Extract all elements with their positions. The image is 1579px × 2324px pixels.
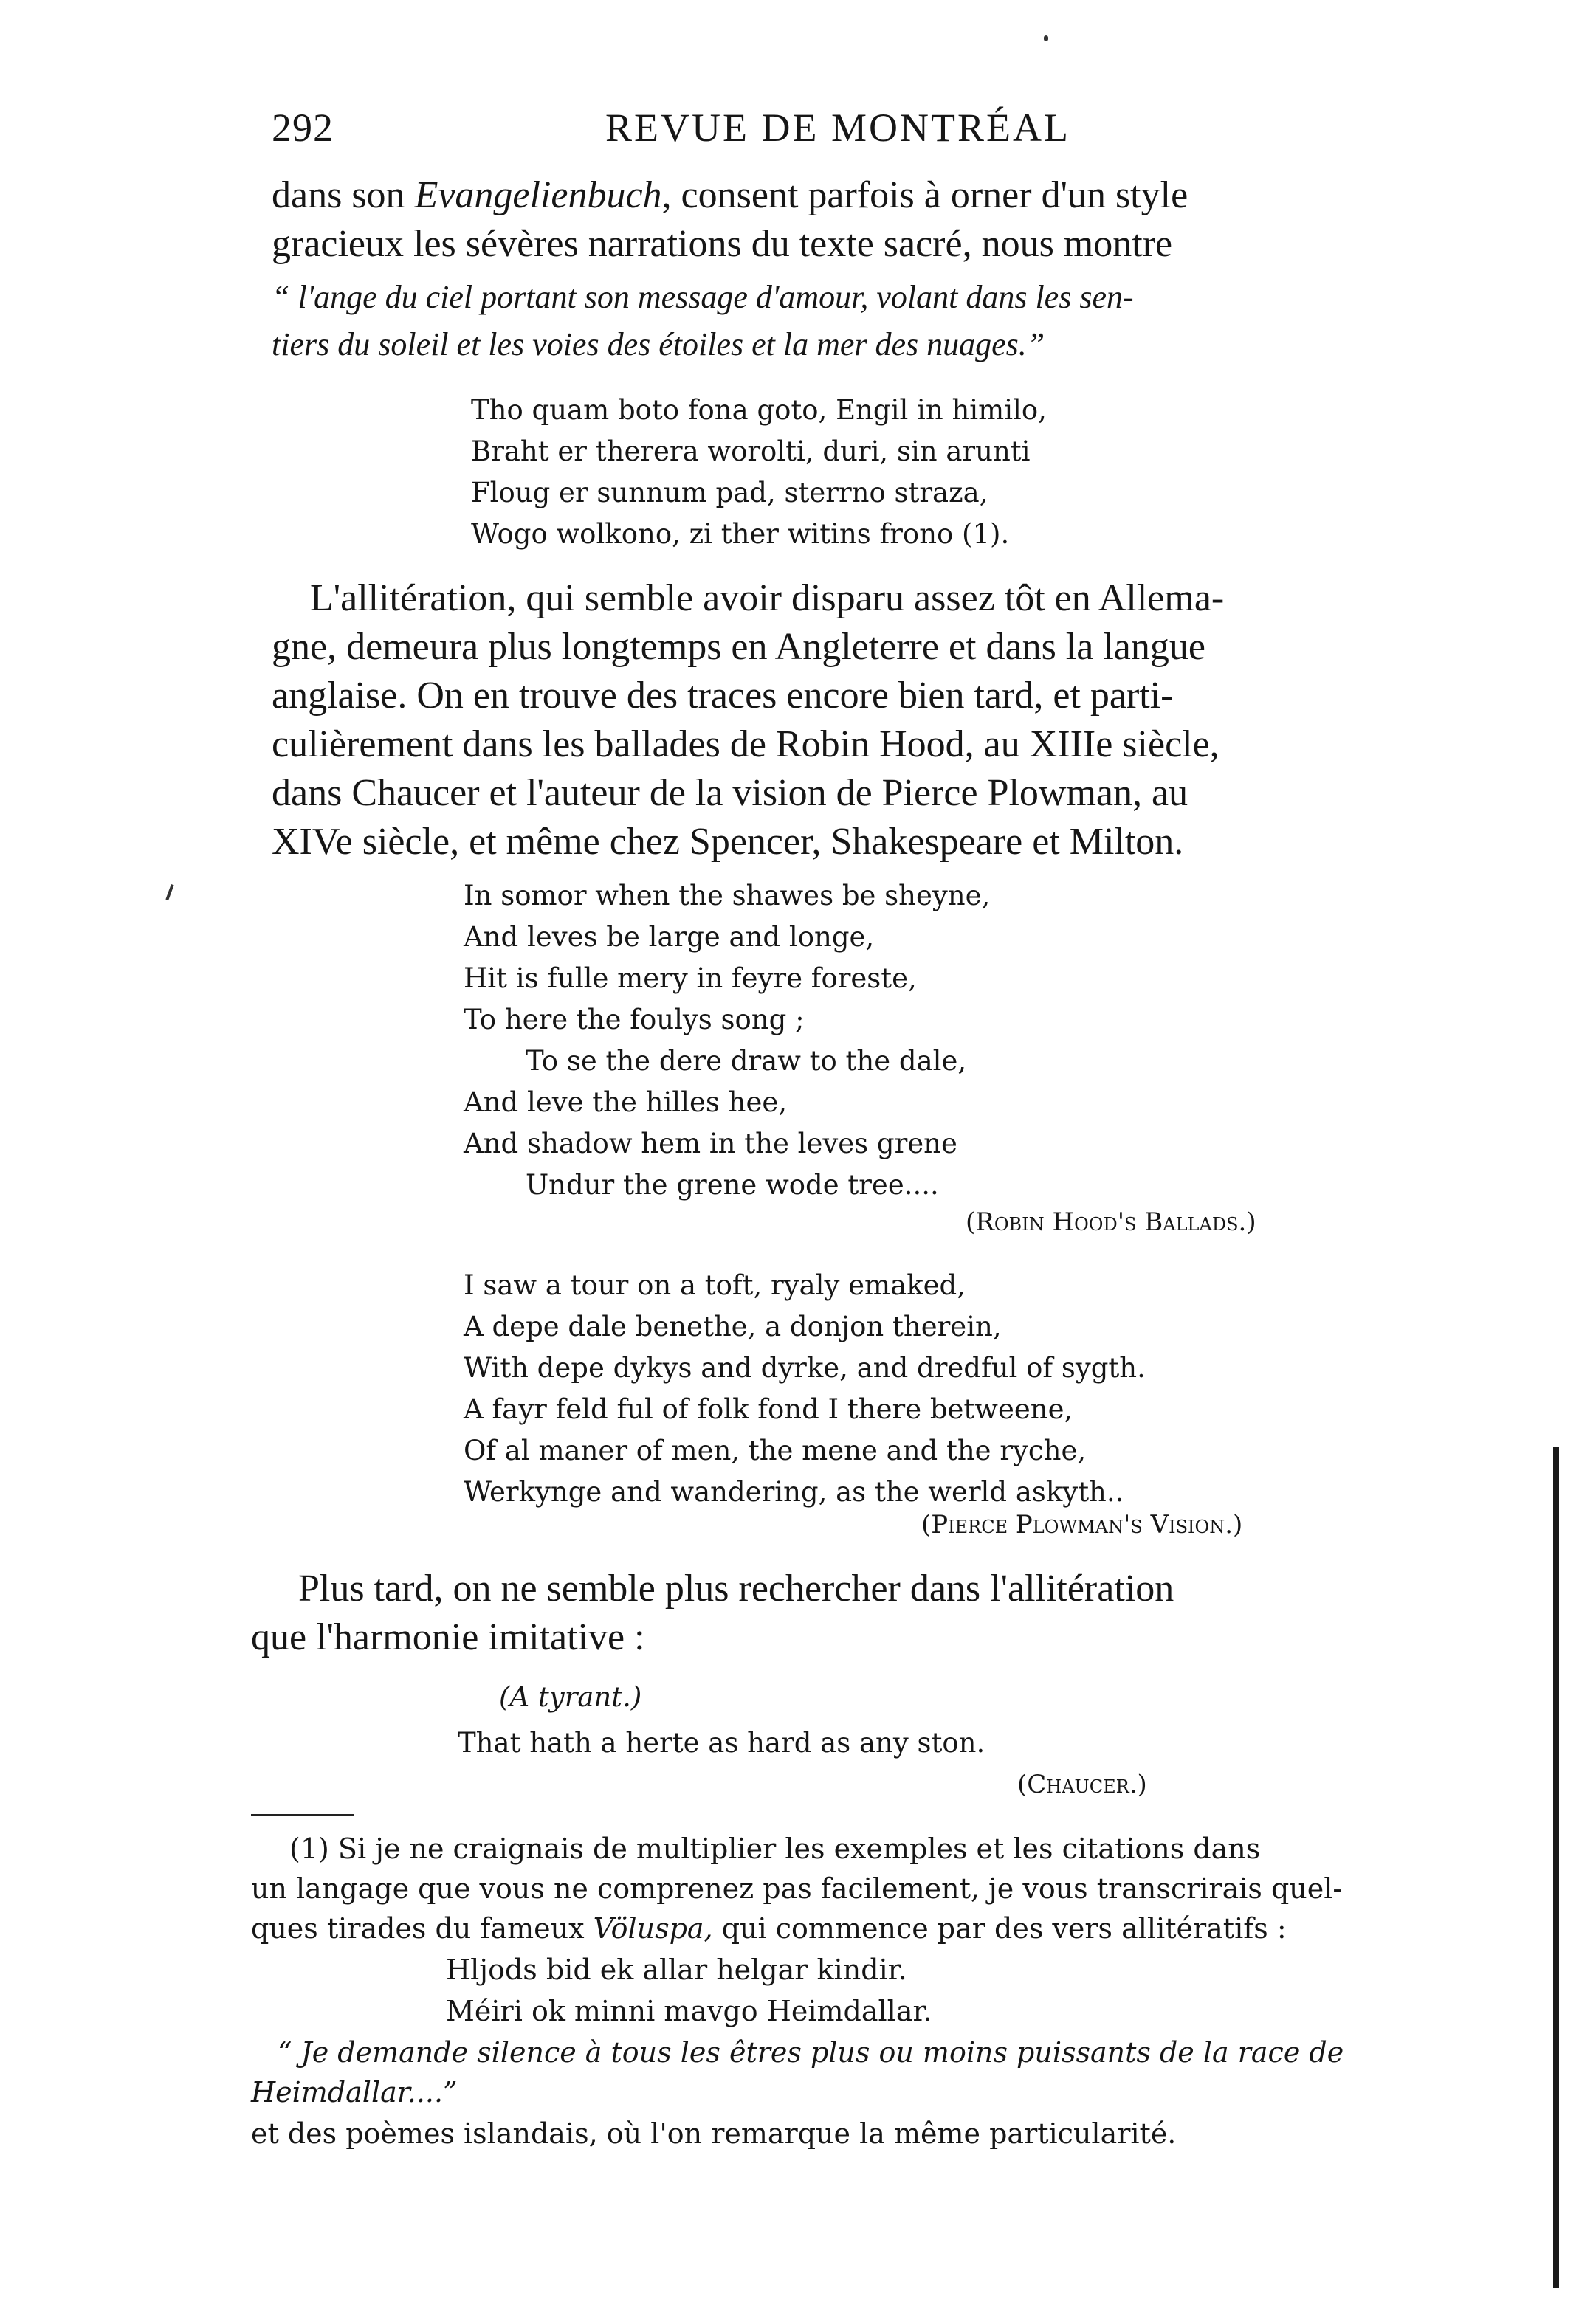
verse2-line: Hit is fulle mery in feyre foreste, bbox=[464, 962, 917, 994]
verse1-line: Wogo wolkono, zi ther witins frono (1). bbox=[471, 518, 1010, 550]
page-number: 292 bbox=[272, 106, 334, 150]
footnote-rule bbox=[251, 1814, 354, 1816]
footnote-line bbox=[251, 1908, 1287, 1948]
para3-line: que l'harmonie imitative : bbox=[251, 1616, 645, 1658]
verse2-line: And leves be large and longe, bbox=[464, 921, 875, 953]
running-title: REVUE DE MONTRÉAL bbox=[605, 106, 1070, 150]
para2-line: gne, demeura plus longtemps en Angleterre et dans la langue bbox=[272, 626, 1205, 668]
footnote-translation: “ Je demande silence à tous les êtres plus ou moins puissants de la race de bbox=[278, 2036, 1344, 2069]
verse1-line: Braht er therera worolti, duri, sin arunti bbox=[471, 435, 1031, 467]
para2-line: L'allitération, qui semble avoir disparu assez tôt en Allema- bbox=[310, 577, 1225, 619]
footnote-text: qui commence par des vers allitératifs : bbox=[712, 1912, 1287, 1945]
footnote-text: ques tirades du fameux bbox=[251, 1912, 594, 1945]
margin-mark bbox=[165, 884, 173, 900]
verse3-line: I saw a tour on a toft, ryaly emaked, bbox=[464, 1269, 966, 1301]
para2-line: dans Chaucer et l'auteur de la vision de Pierce Plowman, au bbox=[272, 772, 1188, 814]
quote-lead: (A tyrant.) bbox=[499, 1681, 642, 1713]
scan-speck bbox=[1044, 35, 1048, 41]
verse1-line: Floug er sunnum pad, sterrno straza, bbox=[471, 477, 988, 508]
verse3-line: Of al maner of men, the mene and the ryche, bbox=[464, 1435, 1087, 1466]
verse3-credit: (Pierce Plowman's Vision.) bbox=[921, 1510, 1243, 1539]
verse2-line: Undur the grene wode tree.... bbox=[526, 1169, 939, 1201]
para1-line3: “ l'ange du ciel portant son message d'amour, volant dans les sen- bbox=[272, 279, 1134, 315]
para2-line: XIVe siècle, et même chez Spencer, Shakespeare et Milton. bbox=[272, 821, 1184, 863]
verse2-credit: (Robin Hood's Ballads.) bbox=[966, 1207, 1256, 1237]
footnote-line: et des poèmes islandais, où l'on remarque la même particularité. bbox=[251, 2117, 1177, 2150]
para1-text: dans son bbox=[272, 174, 415, 216]
para1-line1 bbox=[272, 171, 1188, 220]
verse2-line: And leve the hilles hee, bbox=[464, 1086, 788, 1118]
verse1-line: Tho quam boto fona goto, Engil in himilo, bbox=[471, 394, 1047, 426]
verse2-line: To se the dere draw to the dale, bbox=[526, 1045, 967, 1077]
footnote-translation: Heimdallar....” bbox=[251, 2076, 458, 2109]
para2-line: culièrement dans les ballades de Robin Hood, au XIIIe siècle, bbox=[272, 723, 1219, 765]
para1-text: , consent parfois à orner d'un style bbox=[661, 174, 1188, 216]
para1-line2: gracieux les sévères narrations du texte sacré, nous montre bbox=[272, 223, 1173, 265]
page-edge-shadow bbox=[1553, 1447, 1559, 2288]
footnote-verse: Hljods bid ek allar helgar kindir. bbox=[446, 1954, 907, 1986]
verse3-line: A depe dale benethe, a donjon therein, bbox=[464, 1311, 1002, 1342]
para1-italic-title: Evangelienbuch bbox=[414, 174, 662, 216]
para1-line4: tiers du soleil et les voies des étoiles et la mer des nuages.” bbox=[272, 326, 1045, 362]
footnote-verse: Méiri ok minni mavgo Heimdallar. bbox=[446, 1995, 932, 2027]
verse3-line: Werkynge and wandering, as the werld askyth.. bbox=[464, 1476, 1124, 1508]
verse3-line: With depe dykys and dyrke, and dredful of sygth. bbox=[464, 1352, 1146, 1384]
para3-line: Plus tard, on ne semble plus rechercher dans l'allitération bbox=[298, 1568, 1174, 1610]
verse2-line: And shadow hem in the leves grene bbox=[464, 1128, 957, 1159]
quote-credit: (Chaucer.) bbox=[1017, 1770, 1147, 1799]
footnote-line: un langage que vous ne comprenez pas facilement, je vous transcrirais quel- bbox=[251, 1872, 1343, 1905]
verse3-line: A fayr feld ful of folk fond I there betweene, bbox=[464, 1393, 1073, 1425]
verse2-line: In somor when the shawes be sheyne, bbox=[464, 880, 991, 911]
para2-line: anglaise. On en trouve des traces encore bien tard, et parti- bbox=[272, 675, 1174, 717]
verse2-line: To here the foulys song ; bbox=[464, 1004, 805, 1035]
quote-line: That hath a herte as hard as any ston. bbox=[458, 1727, 985, 1759]
footnote-italic-title: Völuspa, bbox=[593, 1912, 713, 1945]
footnote-line: (1) Si je ne craignais de multiplier les exemples et les citations dans bbox=[289, 1832, 1261, 1865]
